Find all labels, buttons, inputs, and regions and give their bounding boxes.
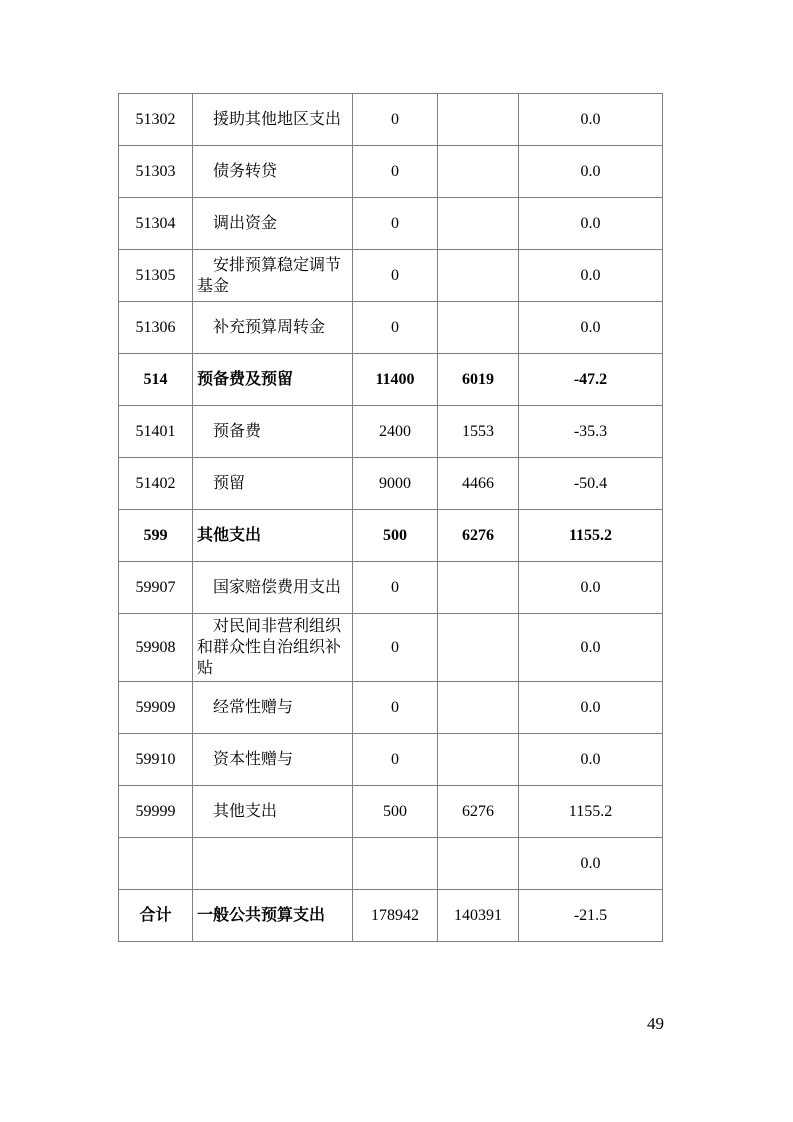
cell-code: 59999 <box>119 786 193 838</box>
cell-budget: 0 <box>353 562 438 614</box>
cell-actual <box>438 838 519 890</box>
cell-name: 经常性赠与 <box>193 682 353 734</box>
cell-actual <box>438 734 519 786</box>
cell-budget: 0 <box>353 146 438 198</box>
cell-pct: -21.5 <box>519 890 663 942</box>
cell-actual: 6276 <box>438 786 519 838</box>
budget-table <box>118 93 663 942</box>
cell-name: 援助其他地区支出 <box>193 94 353 146</box>
cell-budget: 0 <box>353 734 438 786</box>
table-row <box>119 562 663 614</box>
cell-code: 合计 <box>119 890 193 942</box>
cell-pct: 0.0 <box>519 562 663 614</box>
cell-budget: 11400 <box>353 354 438 406</box>
cell-budget: 178942 <box>353 890 438 942</box>
cell-budget <box>353 838 438 890</box>
table-row <box>119 838 663 890</box>
table-row <box>119 302 663 354</box>
cell-actual <box>438 614 519 682</box>
table-row <box>119 250 663 302</box>
cell-name: 预备费 <box>193 406 353 458</box>
cell-name: 其他支出 <box>193 786 353 838</box>
table-row <box>119 458 663 510</box>
cell-name: 预留 <box>193 458 353 510</box>
table-row <box>119 682 663 734</box>
cell-pct: -50.4 <box>519 458 663 510</box>
table-row <box>119 198 663 250</box>
cell-name: 其他支出 <box>193 510 353 562</box>
cell-budget: 0 <box>353 302 438 354</box>
table-row <box>119 890 663 942</box>
cell-pct: -35.3 <box>519 406 663 458</box>
cell-actual <box>438 562 519 614</box>
cell-pct: 0.0 <box>519 682 663 734</box>
cell-code: 514 <box>119 354 193 406</box>
cell-code: 51402 <box>119 458 193 510</box>
table-row <box>119 146 663 198</box>
cell-code: 599 <box>119 510 193 562</box>
cell-code: 59909 <box>119 682 193 734</box>
cell-name: 国家赔偿费用支出 <box>193 562 353 614</box>
cell-name <box>193 838 353 890</box>
page-number: 49 <box>647 1014 664 1033</box>
cell-name: 一般公共预算支出 <box>193 890 353 942</box>
cell-actual: 140391 <box>438 890 519 942</box>
table-row <box>119 94 663 146</box>
cell-actual <box>438 198 519 250</box>
cell-actual: 4466 <box>438 458 519 510</box>
cell-name: 预备费及预留 <box>193 354 353 406</box>
cell-name: 资本性赠与 <box>193 734 353 786</box>
cell-code <box>119 838 193 890</box>
cell-pct: 0.0 <box>519 94 663 146</box>
table-row <box>119 614 663 682</box>
table-row <box>119 786 663 838</box>
cell-name: 安排预算稳定调节基金 <box>193 250 353 302</box>
cell-name: 对民间非营利组织和群众性自治组织补贴 <box>193 614 353 682</box>
cell-actual <box>438 302 519 354</box>
cell-code: 51303 <box>119 146 193 198</box>
cell-budget: 0 <box>353 250 438 302</box>
cell-budget: 0 <box>353 614 438 682</box>
cell-code: 51305 <box>119 250 193 302</box>
cell-code: 51306 <box>119 302 193 354</box>
cell-budget: 0 <box>353 94 438 146</box>
cell-actual <box>438 682 519 734</box>
cell-pct: 0.0 <box>519 146 663 198</box>
cell-budget: 2400 <box>353 406 438 458</box>
cell-code: 59908 <box>119 614 193 682</box>
cell-name: 调出资金 <box>193 198 353 250</box>
cell-code: 51401 <box>119 406 193 458</box>
cell-budget: 500 <box>353 510 438 562</box>
cell-code: 59910 <box>119 734 193 786</box>
cell-budget: 0 <box>353 198 438 250</box>
cell-actual: 1553 <box>438 406 519 458</box>
cell-name: 补充预算周转金 <box>193 302 353 354</box>
cell-code: 51302 <box>119 94 193 146</box>
table-row <box>119 354 663 406</box>
cell-code: 59907 <box>119 562 193 614</box>
table-row <box>119 734 663 786</box>
cell-pct: 0.0 <box>519 198 663 250</box>
cell-budget: 0 <box>353 682 438 734</box>
cell-actual: 6276 <box>438 510 519 562</box>
cell-pct: 1155.2 <box>519 510 663 562</box>
cell-pct: 1155.2 <box>519 786 663 838</box>
cell-name: 债务转贷 <box>193 146 353 198</box>
cell-budget: 9000 <box>353 458 438 510</box>
cell-pct: 0.0 <box>519 734 663 786</box>
table-row <box>119 510 663 562</box>
cell-pct: 0.0 <box>519 302 663 354</box>
cell-pct: 0.0 <box>519 614 663 682</box>
cell-pct: 0.0 <box>519 838 663 890</box>
cell-actual <box>438 146 519 198</box>
table-row <box>119 406 663 458</box>
cell-pct: 0.0 <box>519 250 663 302</box>
budget-table-body <box>119 94 663 942</box>
cell-actual <box>438 94 519 146</box>
cell-actual: 6019 <box>438 354 519 406</box>
cell-budget: 500 <box>353 786 438 838</box>
cell-actual <box>438 250 519 302</box>
cell-code: 51304 <box>119 198 193 250</box>
cell-pct: -47.2 <box>519 354 663 406</box>
